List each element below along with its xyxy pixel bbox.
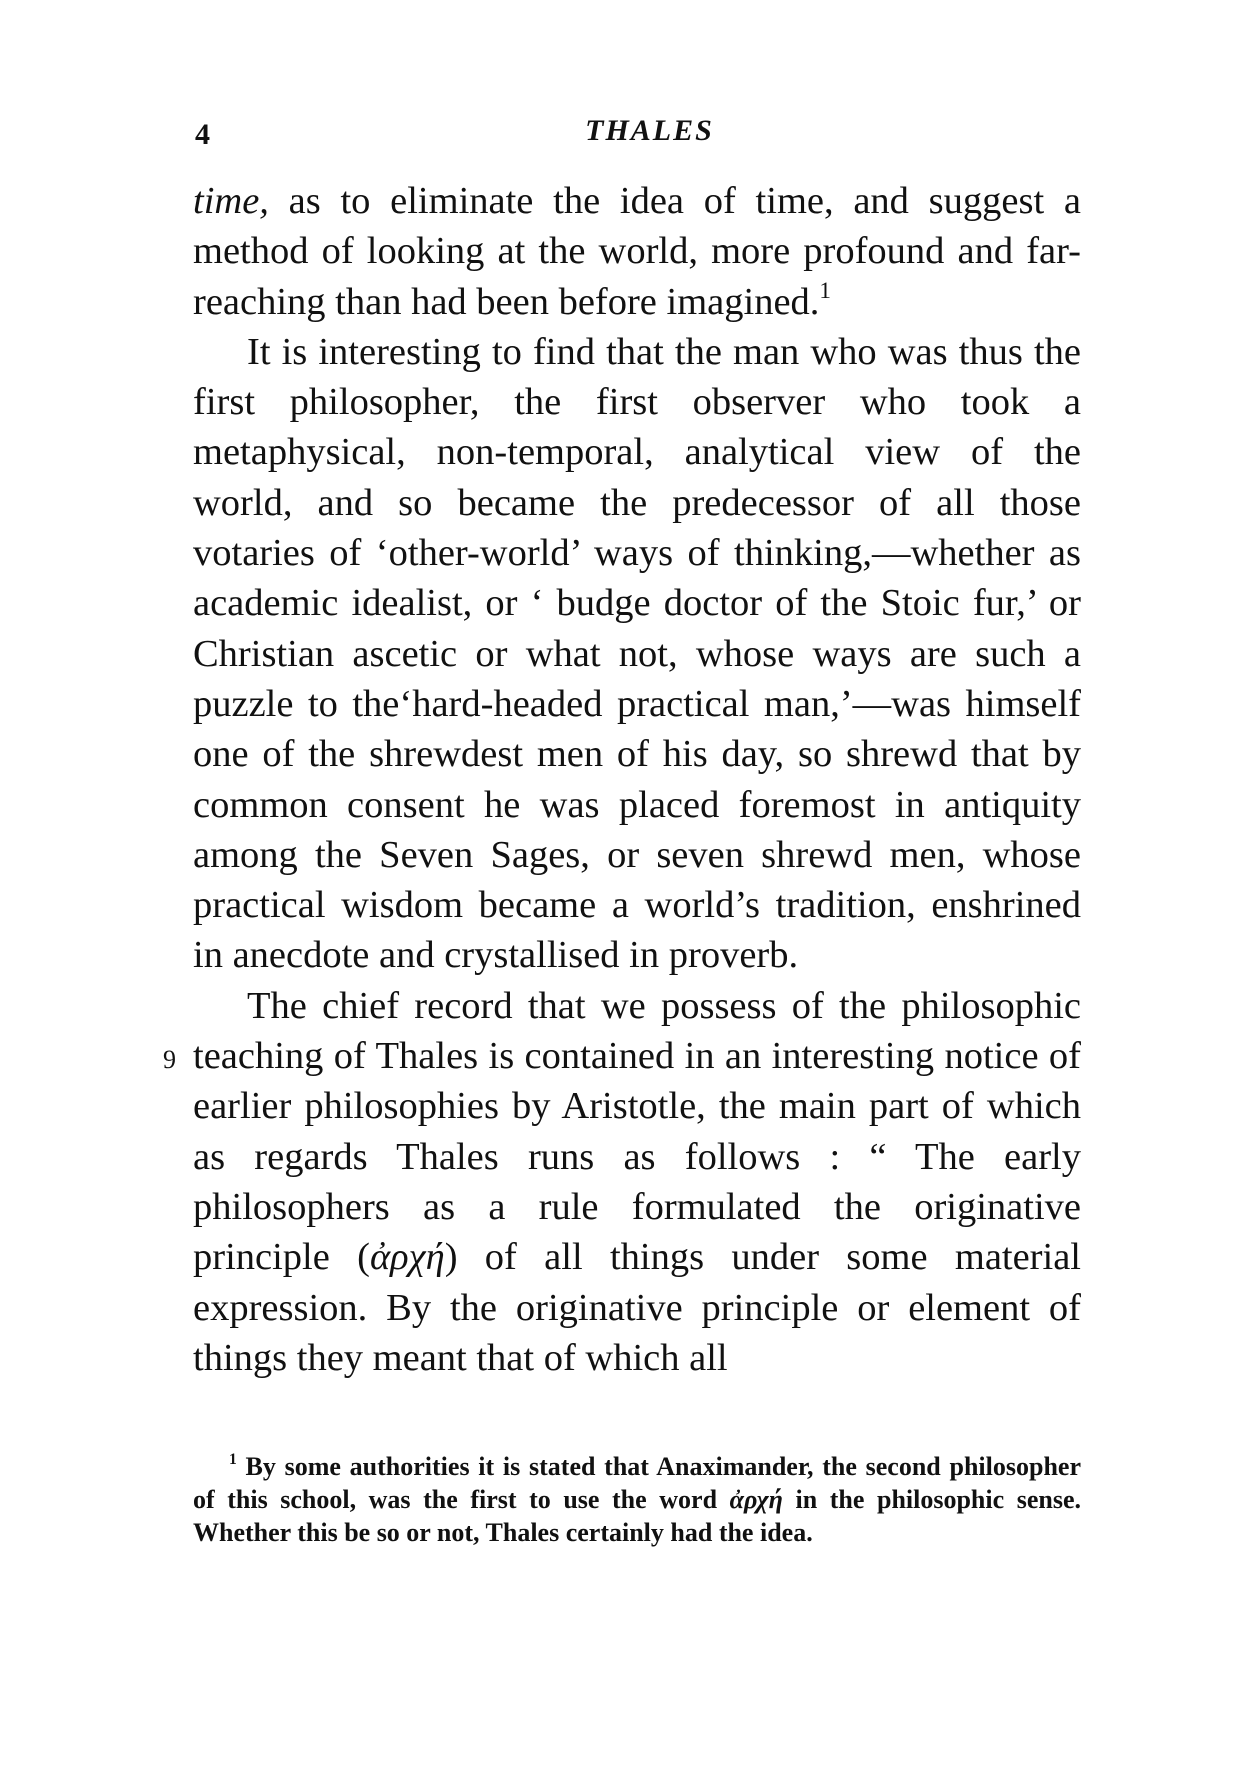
paragraph-3-text-b: ) of all things under some material expression. By the originative principle or element of things they meant that of which all: [193, 1236, 1081, 1379]
paragraph-1: [193, 176, 1081, 327]
paragraph-3: [193, 981, 1081, 1383]
italic-word: time,: [193, 180, 269, 222]
paragraph-3-text-a: The chief record that we possess of the philosophic teaching of Thales is contained in an interesting notice of earlier philosophies by Aristotle, the main part of which as regards Thales runs as follows : “ The early philosophers as a rule formulated the originative principle (: [193, 984, 1081, 1279]
footnotes: [193, 1450, 1081, 1549]
body-text: [193, 176, 1081, 1383]
running-head-title: THALES: [585, 114, 714, 147]
greek-word: ἀρχή: [369, 1236, 445, 1279]
paragraph-2: It is interesting to find that the man who was thus the first philosopher, the first observer who took a metaphysical, non-temporal, analytical view of the world, and so became the predecessor of all those votaries of ‘other-world’ ways of thinking,—whether as academic idealist, or ‘ budge doctor of the Stoic fur,’ or Christian ascetic or what not, whose ways are such a puzzle to the‘hard-headed practical man,’—was himself one of the shrewdest men of his day, so shrewd that by common consent he was placed foremost in antiquity among the Seven Sages, or seven shrewd men, whose practical wisdom became a world’s tradition, enshrined in anecdote and crystallised in proverb.: [193, 330, 1081, 977]
footnote-text-b: in the philosophic sense. Whether this be so or not, Thales certainly had the idea.: [193, 1485, 1081, 1547]
footnote-1: [193, 1450, 1081, 1549]
page-number: 4: [195, 118, 210, 151]
paragraph-1-text: as to eliminate the idea of time, and suggest a method of looking at the world, more profound and far-reaching than had been before imagined.: [193, 180, 1081, 323]
footnote-greek-word: ἀρχή: [729, 1485, 783, 1514]
footnote-ref: 1: [819, 276, 831, 303]
footnote-marker: 1: [229, 1451, 237, 1469]
footnote-text-a: By some authorities it is stated that Anaximander, the second philosopher of this school, was the first to use the word: [193, 1452, 1081, 1514]
marginal-section-number: 9: [163, 1045, 176, 1074]
